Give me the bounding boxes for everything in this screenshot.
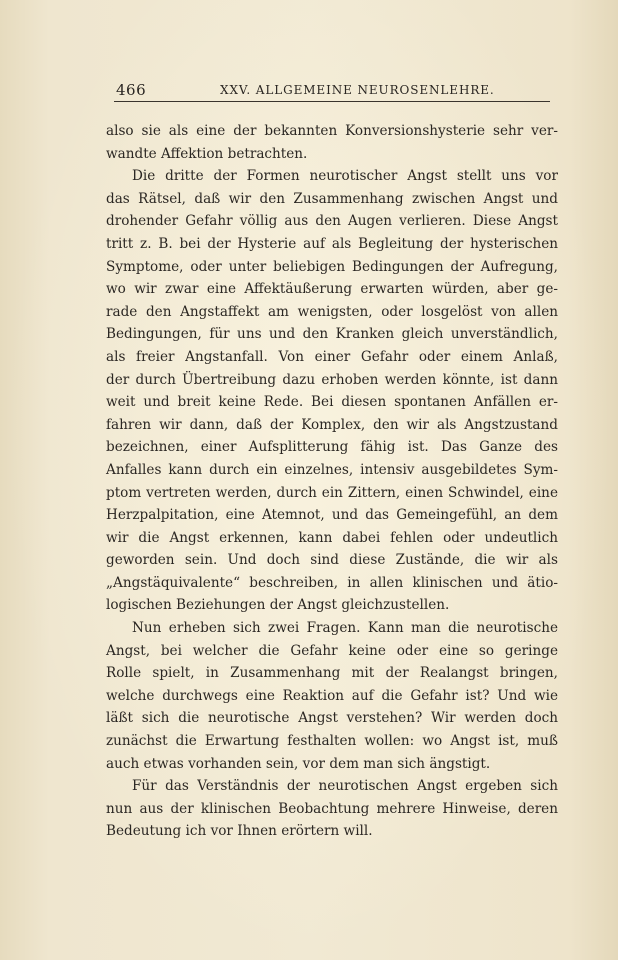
page-header (116, 81, 548, 101)
text-line: Symptome, oder unter beliebigen Bedingungen der Aufregung, (106, 258, 558, 275)
text-line: Bedeutung ich vor Ihnen erörtern will. (106, 823, 373, 840)
text-line: das Rätsel, daß wir den Zusammenhang zwischen Angst und (106, 190, 558, 207)
text-line: Nun erheben sich zwei Fragen. Kann man die neurotische (132, 620, 558, 637)
text-line: ptom vertreten werden, durch ein Zittern, einen Schwindel, eine (106, 484, 558, 501)
text-line: Herzpalpitation, eine Atemnot, und das Gemeingefühl, an dem (106, 507, 558, 524)
text-line: Angst, bei welcher die Gefahr keine oder eine so geringe (106, 642, 558, 659)
text-line: weit und breit keine Rede. Bei diesen spontanen Anfällen er- (106, 394, 558, 411)
body-text (106, 120, 558, 843)
text-line: also sie als eine der bekannten Konversionshysterie sehr ver- (106, 123, 558, 139)
text-line: Bedingungen, für uns und den Kranken gleich unverständlich, (106, 326, 558, 343)
running-head: XXV. ALLGEMEINE NEUROSENLEHRE. (220, 83, 495, 97)
text-line: Anfalles kann durch ein einzelnes, intensiv ausgebildetes Sym- (106, 461, 558, 478)
text-line: Rolle spielt, in Zusammenhang mit der Realangst bringen, (106, 665, 558, 682)
text-line: drohender Gefahr völlig aus den Augen verlieren. Diese Angst (106, 213, 558, 230)
text-line: wo wir zwar eine Affektäußerung erwarten würden, aber ge- (106, 281, 558, 298)
text-line: Die dritte der Formen neurotischer Angst stellt uns vor (132, 168, 558, 185)
text-line: der durch Übertreibung dazu erhoben werden könnte, ist dann (106, 371, 558, 388)
text-line: logischen Beziehungen der Angst gleichzustellen. (106, 597, 450, 614)
text-line: zunächst die Erwartung festhalten wollen: wo Angst ist, muß (106, 733, 558, 750)
text-line: als freier Angstanfall. Von einer Gefahr oder einem Anlaß, (106, 348, 558, 365)
text-line: auch etwas vorhanden sein, vor dem man sich ängstigt. (106, 755, 491, 772)
text-line: wandte Affektion betrachten. (106, 145, 308, 162)
text-line: geworden sein. Und doch sind diese Zustände, die wir als (106, 552, 558, 569)
text-line: läßt sich die neurotische Angst verstehen? Wir werden doch (106, 710, 558, 727)
text-line: tritt z. B. bei der Hysterie auf als Begleitung der hysterischen (106, 235, 558, 252)
text-line: welche durchwegs eine Reaktion auf die Gefahr ist? Und wie (106, 687, 558, 704)
page-number: 466 (116, 81, 147, 99)
text-line: bezeichnen, einer Aufsplitterung fähig ist. Das Ganze des (106, 439, 558, 456)
text-line: fahren wir dann, daß der Komplex, den wir als Angstzustand (106, 416, 558, 433)
text-line: Für das Verständnis der neurotischen Angst ergeben sich (132, 778, 558, 795)
text-line: rade den Angstaffekt am wenigsten, oder losgelöst von allen (106, 303, 558, 320)
text-line: „Angstäquivalente“ beschreiben, in allen klinischen und ätio- (106, 574, 558, 591)
text-line: wir die Angst erkennen, kann dabei fehlen oder undeutlich (106, 529, 558, 546)
header-rule (114, 101, 550, 102)
text-line: nun aus der klinischen Beobachtung mehrere Hinweise, deren (106, 800, 558, 817)
